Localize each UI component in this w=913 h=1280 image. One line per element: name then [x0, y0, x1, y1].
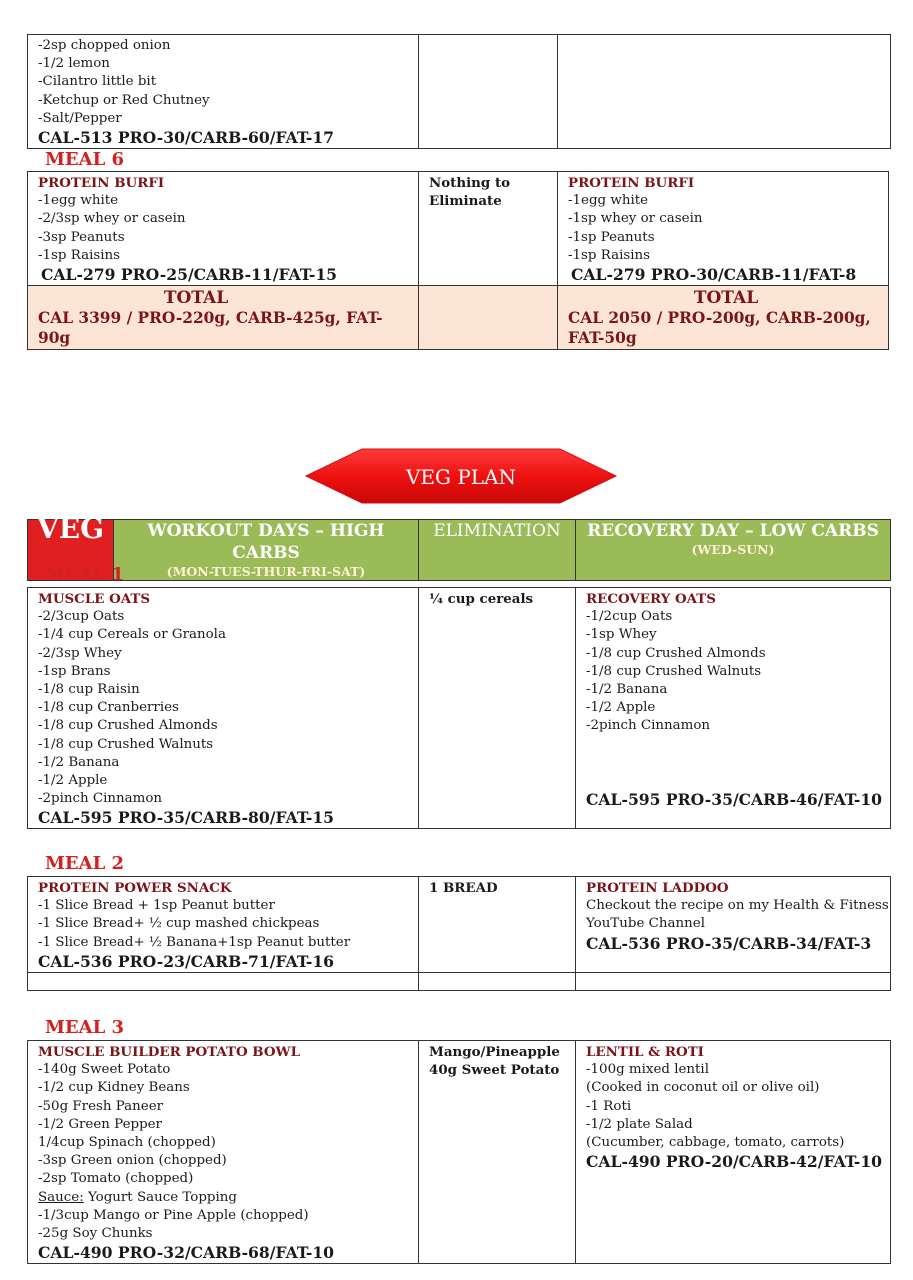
ingredient-line: -1egg white [568, 193, 649, 209]
ingredient-line: -100g mixed lentil [586, 1062, 709, 1078]
ingredient-line: -1/2 Apple [586, 700, 656, 716]
ingredient-line: -1/2 Banana [38, 754, 120, 770]
ingredient-line: -1/8 cup Cranberries [38, 700, 179, 716]
recipe-title: LENTIL & ROTI [586, 1044, 704, 1060]
workout-title: WORKOUT DAYS – HIGH CARBS [147, 521, 385, 563]
calorie-summary: CAL-490 PRO-20/CARB-42/FAT-10 [586, 1152, 883, 1172]
meal-3-heading: MEAL 3 [45, 1017, 125, 1038]
sauce-line [38, 1189, 414, 1207]
ingredient-line: -140g Sweet Potato [38, 1062, 171, 1078]
ingredient-line: -25g Soy Chunks [38, 1226, 153, 1242]
ingredient-line: -1 Slice Bread+ ½ cup mashed chickpeas [38, 916, 320, 932]
ingredient-line: 1/4cup Spinach (chopped) [38, 1135, 216, 1151]
workout-days-header [114, 520, 419, 581]
elimination-header: ELIMINATION [419, 520, 576, 581]
ingredient-line: -2sp chopped onion [38, 38, 171, 53]
ingredient-line: -Salt/Pepper [38, 110, 122, 126]
meal-6-table [27, 171, 889, 350]
table-row [28, 877, 891, 973]
table-row [28, 172, 889, 286]
total-workout: CAL 3399 / PRO-220g, CARB-425g, FAT-90g [38, 309, 383, 348]
veg-plan-banner [302, 447, 620, 507]
ingredient-line: -1/2 lemon [38, 56, 110, 72]
total-label: TOTAL [693, 288, 759, 309]
ingredient-line: -Cilantro little bit [38, 74, 157, 90]
table-row [28, 972, 891, 990]
elimination-text: Mango/Pineapple [429, 1044, 560, 1060]
ingredient-line: -1/8 cup Crushed Walnuts [38, 736, 214, 752]
ingredient-line: -1egg white [38, 193, 119, 209]
ingredient-line: -1/8 cup Crushed Almonds [586, 645, 766, 661]
ingredient-line: -1sp Raisins [38, 247, 121, 263]
ingredient-line: -1/8 cup Crushed Almonds [38, 718, 218, 734]
ingredient-line: -1sp Raisins [568, 247, 651, 263]
ingredient-line: -1/2cup Oats [586, 609, 673, 625]
ingredient-line: -1/2 Green Pepper [38, 1116, 162, 1132]
ingredient-line: (Cooked in coconut oil or olive oil) [586, 1080, 820, 1096]
meal-1-heading: MEAL 1 [45, 564, 125, 585]
total-recovery: CAL 2050 / PRO-200g, CARB-200g, [568, 309, 871, 328]
recipe-note: YouTube Channel [586, 916, 705, 932]
calorie-summary: CAL-536 PRO-35/CARB-34/FAT-3 [586, 933, 872, 953]
total-row [28, 286, 889, 350]
veg-label: VEG [28, 520, 114, 581]
elimination-text: Nothing to [429, 175, 511, 191]
total-label: TOTAL [163, 288, 229, 309]
recipe-note: Checkout the recipe on my Health & Fitness [586, 898, 889, 914]
meal-3-table [27, 1040, 891, 1264]
ingredient-line: -1/3cup Mango or Pine Apple (chopped) [38, 1207, 309, 1223]
ingredient-line: -50g Fresh Paneer [38, 1098, 164, 1114]
ingredient-line: -Ketchup or Red Chutney [38, 92, 210, 108]
recovery-days: (WED-SUN) [691, 542, 775, 557]
prev-plan-table-top [27, 34, 891, 149]
calorie-summary: CAL-595 PRO-35/CARB-46/FAT-10 [586, 789, 883, 809]
ingredient-line: -3sp Green onion (chopped) [38, 1153, 227, 1169]
ingredient-line: -1/8 cup Crushed Walnuts [586, 663, 762, 679]
ingredient-line: -2pinch Cinnamon [38, 791, 163, 807]
meal-2-heading: MEAL 2 [45, 853, 125, 874]
calorie-summary: CAL-595 PRO-35/CARB-80/FAT-15 [38, 808, 335, 828]
elimination-text: 1 BREAD [429, 880, 498, 896]
ingredient-line: -1sp Peanuts [568, 229, 655, 245]
calorie-summary: CAL-536 PRO-23/CARB-71/FAT-16 [38, 951, 335, 971]
calorie-summary: CAL-279 PRO-30/CARB-11/FAT-8 [571, 265, 857, 285]
ingredient-line: -3sp Peanuts [38, 229, 125, 245]
meal-2-table [27, 876, 891, 991]
ingredient-line: -1/2 Banana [586, 682, 668, 698]
table-row [28, 35, 891, 149]
total-recovery: FAT-50g [568, 329, 637, 348]
ingredient-line: -2/3sp whey or casein [38, 211, 186, 227]
recipe-title: MUSCLE OATS [38, 591, 151, 607]
ingredient-line: -1 Slice Bread + 1sp Peanut butter [38, 898, 275, 914]
calorie-summary: CAL-279 PRO-25/CARB-11/FAT-15 [41, 265, 338, 285]
ingredient-line: -2/3sp Whey [38, 645, 122, 661]
recipe-title: MUSCLE BUILDER POTATO BOWL [38, 1044, 300, 1060]
recipe-title: PROTEIN BURFI [38, 175, 165, 191]
ingredient-line: -2/3cup Oats [38, 609, 125, 625]
ingredient-line: -1/4 cup Cereals or Granola [38, 627, 226, 643]
table-row [28, 1041, 891, 1264]
veg-plan-header [27, 512, 891, 581]
sauce-label: Sauce: [38, 1189, 84, 1205]
ingredient-line: -2sp Tomato (chopped) [38, 1171, 194, 1187]
table-row [28, 588, 891, 829]
calorie-summary: CAL-513 PRO-30/CARB-60/FAT-17 [38, 128, 335, 148]
ingredient-line: -1/2 plate Salad [586, 1116, 693, 1132]
ingredient-line: -2pinch Cinnamon [586, 718, 711, 734]
elimination-text: Eliminate [429, 193, 502, 210]
ingredient-line: -1/8 cup Raisin [38, 682, 140, 698]
meal-1-table [27, 587, 891, 829]
ingredient-line: -1/2 Apple [38, 773, 108, 789]
meal-6-heading: MEAL 6 [45, 149, 125, 170]
recipe-title: RECOVERY OATS [586, 591, 716, 607]
veg-plan-label: VEG PLAN [405, 465, 517, 489]
elimination-text: ¼ cup cereals [429, 591, 534, 607]
calorie-summary: CAL-490 PRO-32/CARB-68/FAT-10 [38, 1243, 335, 1263]
ingredient-line: (Cucumber, cabbage, tomato, carrots) [586, 1135, 845, 1151]
ingredient-line: -1 Slice Bread+ ½ Banana+1sp Peanut butter [38, 934, 351, 950]
sauce-text: Yogurt Sauce Topping [83, 1189, 237, 1205]
ingredient-line: -1sp whey or casein [568, 211, 703, 227]
recipe-title: PROTEIN POWER SNACK [38, 880, 232, 896]
elimination-text: 40g Sweet Potato [429, 1062, 560, 1079]
recovery-title: RECOVERY DAY – LOW CARBS [587, 521, 879, 541]
ingredient-line: -1sp Brans [38, 663, 111, 679]
ingredient-line: -1/2 cup Kidney Beans [38, 1080, 190, 1096]
workout-days: (MON-TUES-THUR-FRI-SAT) [166, 564, 366, 579]
recipe-title: PROTEIN BURFI [568, 175, 695, 191]
ingredient-line: -1sp Whey [586, 627, 657, 643]
ingredient-line: -1 Roti [586, 1098, 632, 1114]
recovery-day-header [576, 520, 891, 581]
recipe-title: PROTEIN LADDOO [586, 880, 729, 896]
